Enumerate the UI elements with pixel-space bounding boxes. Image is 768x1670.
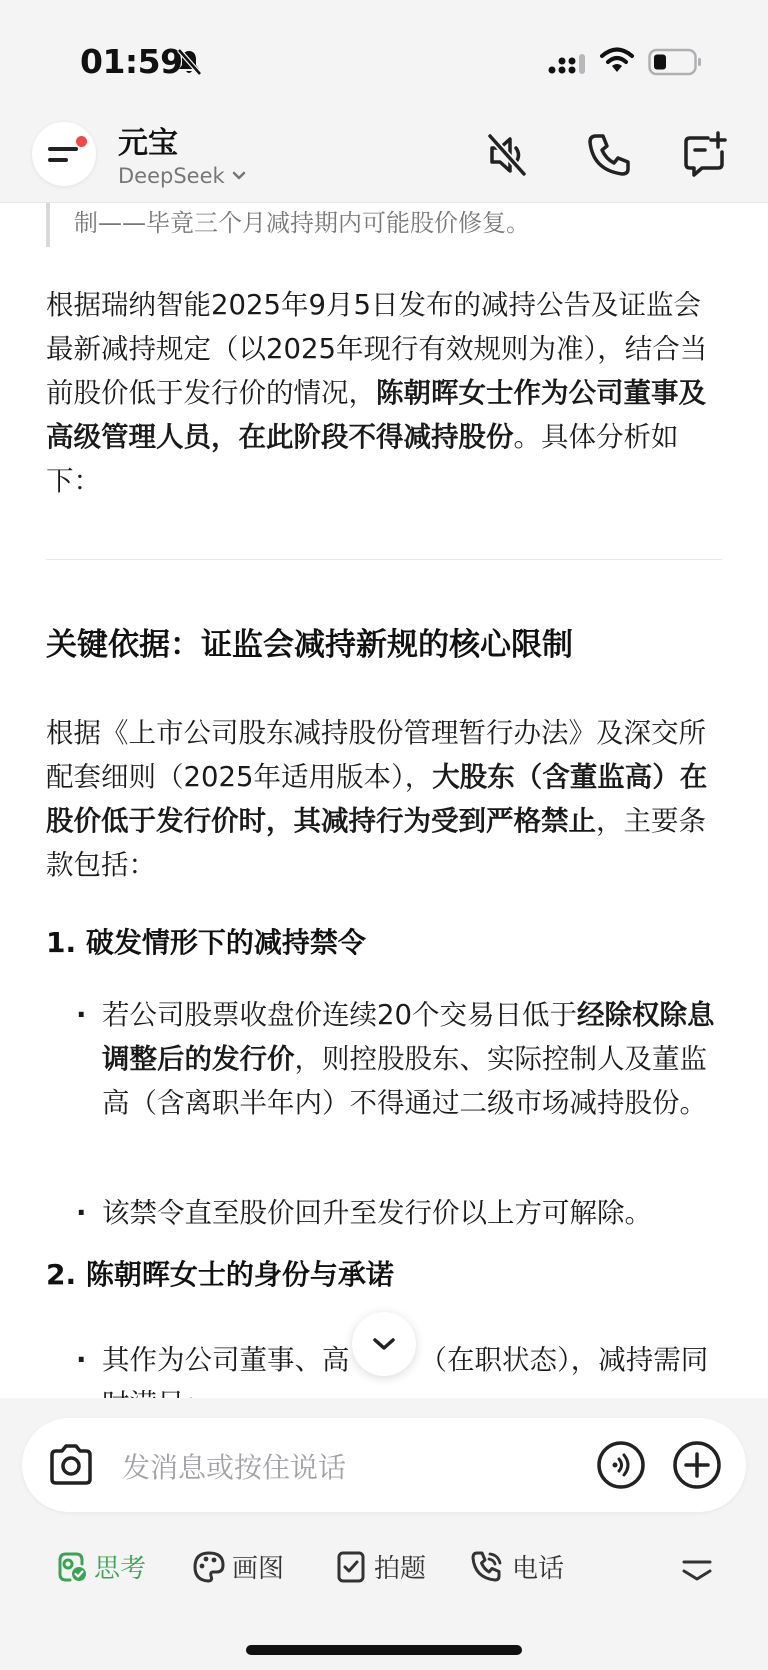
menu-icon-line: [48, 158, 68, 162]
list-item: [76, 993, 726, 1125]
plus-icon[interactable]: [672, 1440, 722, 1490]
wifi-icon: [600, 46, 634, 74]
model-selector[interactable]: [118, 164, 247, 188]
tool-think[interactable]: [54, 1548, 146, 1585]
battery-icon: [648, 48, 702, 76]
bold-span: 陈朝晖女士作为公司董事及高级管理人员，在此阶段不得减持股份: [46, 377, 706, 453]
answer-paragraph-1: [46, 283, 726, 503]
feature-toolbar: [0, 1548, 768, 1598]
chat-title: 元宝: [118, 126, 178, 161]
document-check-icon: [334, 1550, 368, 1584]
chevron-down-icon: [371, 1335, 397, 1353]
text-span: ，则控股股东、实际控制人及董监高（含离职半年内）不得通过二级市场减持股份。: [102, 1043, 707, 1119]
text-span: （在职状态），减持需同: [419, 1344, 709, 1376]
tool-draw[interactable]: [192, 1548, 284, 1585]
tool-draw-label: 画图: [232, 1554, 285, 1584]
scroll-to-bottom-button[interactable]: [352, 1312, 416, 1376]
message-input[interactable]: 发消息或按住说话: [122, 1451, 347, 1484]
section-heading: 关键依据：证监会减持新规的核心限制: [46, 627, 573, 663]
new-chat-icon[interactable]: [680, 130, 730, 180]
divider: [46, 559, 722, 560]
collapse-toolbar-icon[interactable]: [680, 1556, 714, 1586]
answer-paragraph-2: [46, 711, 726, 887]
notification-dot: [76, 136, 87, 147]
phone-call-icon[interactable]: [584, 130, 634, 180]
text-span: 根据《上市公司股东减持股份管理暂行办法》及深交所配套细则（2025年适用版本），: [46, 717, 706, 793]
status-time: 01:59: [80, 42, 183, 81]
tool-photo-question-label: 拍题: [374, 1554, 427, 1584]
phone-wave-icon: [470, 1550, 506, 1584]
text-span: ，主要条款包括：: [46, 805, 706, 881]
bell-off-icon: [176, 48, 202, 76]
palette-icon: [192, 1550, 226, 1584]
chevron-down-icon: [231, 170, 247, 182]
chat-content[interactable]: [0, 203, 768, 1398]
cellular-signal-icon: [548, 52, 588, 76]
chat-header: [0, 110, 768, 203]
think-icon: [54, 1550, 88, 1584]
composer-area: [0, 1398, 768, 1670]
numbered-heading-1: 1. 破发情形下的减持禁令: [46, 926, 366, 959]
tool-think-label: 思考: [94, 1554, 147, 1584]
tool-photo-question[interactable]: [334, 1548, 426, 1585]
text-span: 。具体分析如下：: [46, 421, 679, 497]
text-span: 其作为公司董事、高: [102, 1344, 350, 1376]
home-indicator: [246, 1645, 522, 1655]
bold-span: 大股东（含董监高）在股价低于发行价时，其减持行为受到严格禁止: [46, 761, 708, 837]
voice-icon[interactable]: [596, 1440, 646, 1490]
menu-button[interactable]: [32, 122, 96, 186]
numbered-heading-2: 2. 陈朝晖女士的身份与承诺: [46, 1258, 394, 1291]
quote-block: 制——毕竟三个月减持期内可能股价修复。: [46, 203, 726, 247]
tool-phone[interactable]: [470, 1548, 564, 1585]
text-span: 若公司股票收盘价连续20个交易日低于: [102, 999, 577, 1031]
list-item: · 该禁令直至股价回升至发行价以上方可解除。: [76, 1191, 726, 1235]
model-name: DeepSeek: [118, 164, 225, 188]
tool-phone-label: 电话: [512, 1554, 565, 1584]
bold-span: 经除权除息调整后的发行价: [102, 999, 715, 1075]
text-span: 根据瑞纳智能2025年9月5日发布的减持公告及证监会最新减持规定（以2025年现行有效规则为准），结合当前股价低于发行价的情况，: [46, 289, 708, 409]
message-input-box[interactable]: [22, 1418, 746, 1512]
status-bar: [0, 0, 768, 110]
menu-icon: [48, 147, 78, 151]
camera-icon[interactable]: [46, 1441, 96, 1489]
speaker-mute-icon[interactable]: [482, 130, 532, 180]
